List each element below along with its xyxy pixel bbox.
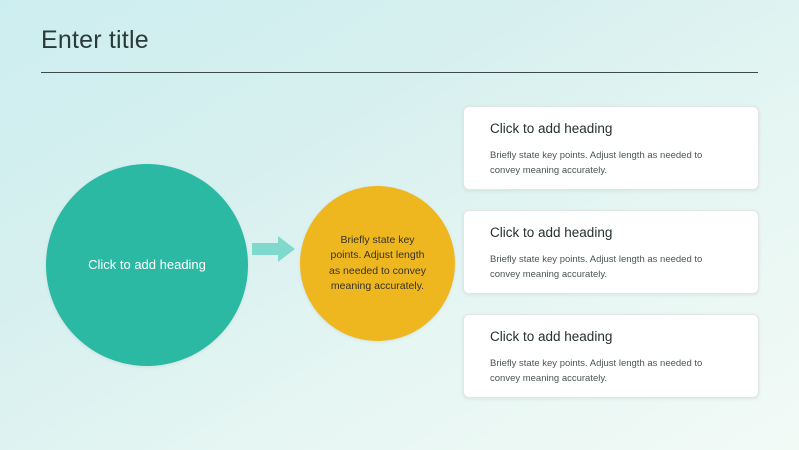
primary-circle-label: Click to add heading	[88, 257, 206, 273]
arrow-right-icon	[252, 236, 296, 262]
card-body[interactable]: Briefly state key points. Adjust length as needed to convey meaning accurately.	[490, 254, 703, 280]
card-heading[interactable]: Click to add heading	[490, 329, 613, 344]
content-card[interactable]	[463, 106, 759, 190]
card-heading[interactable]: Click to add heading	[490, 225, 613, 240]
page-title[interactable]: Enter title	[41, 26, 149, 54]
card-body[interactable]: Briefly state key points. Adjust length as needed to convey meaning accurately.	[490, 150, 703, 176]
content-card[interactable]	[463, 210, 759, 294]
title-divider	[41, 72, 758, 73]
secondary-circle-text: Briefly state key points. Adjust length as needed to convey meaning accurately.	[329, 234, 426, 292]
card-heading[interactable]: Click to add heading	[490, 121, 613, 136]
card-body[interactable]: Briefly state key points. Adjust length as needed to convey meaning accurately.	[490, 358, 703, 384]
content-card[interactable]	[463, 314, 759, 398]
secondary-circle-shape[interactable]	[300, 186, 455, 341]
primary-circle-shape[interactable]	[46, 164, 248, 366]
